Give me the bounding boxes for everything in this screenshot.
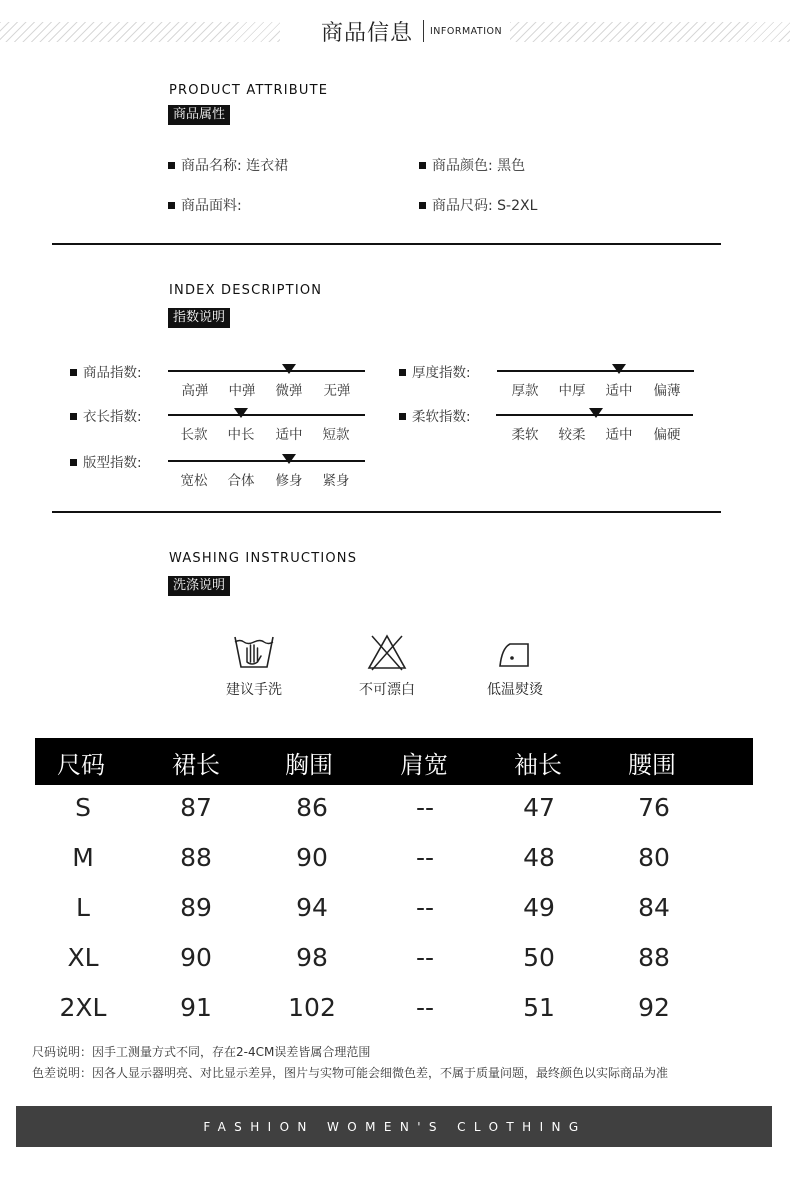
footer-text: FASHION WOMEN'S CLOTHING bbox=[203, 1120, 587, 1134]
size-table-cell: 98 bbox=[296, 943, 328, 972]
index-option: 合体 bbox=[227, 473, 255, 489]
size-table-cell: 90 bbox=[296, 843, 328, 872]
size-table-cell: -- bbox=[415, 793, 435, 822]
index-option: 适中 bbox=[605, 383, 633, 399]
bullet-icon bbox=[70, 369, 77, 376]
section-divider bbox=[52, 243, 721, 245]
index-option: 高弹 bbox=[181, 383, 209, 399]
size-table-header-cell: 袖长 bbox=[514, 751, 562, 779]
attribute-color: 商品颜色: 黑色 bbox=[419, 155, 525, 175]
size-table-cell: M bbox=[72, 843, 94, 872]
index-option: 柔软 bbox=[511, 427, 539, 443]
index-scale-line bbox=[168, 370, 365, 372]
size-table-cell: 90 bbox=[180, 943, 212, 972]
size-table-header-cell: 尺码 bbox=[57, 751, 105, 779]
size-table-cell: 50 bbox=[523, 943, 555, 972]
header-hatch-right bbox=[510, 22, 790, 42]
index-title-cn: 指数说明 bbox=[168, 308, 230, 328]
index-marker-icon bbox=[282, 364, 296, 374]
index-label: 柔软指数: bbox=[399, 405, 471, 425]
index-option: 短款 bbox=[322, 427, 350, 443]
index-option: 中弹 bbox=[228, 383, 256, 399]
bullet-icon bbox=[399, 369, 406, 376]
index-marker-icon bbox=[234, 408, 248, 418]
hand-wash-icon bbox=[233, 634, 275, 670]
index-marker-icon bbox=[589, 408, 603, 418]
low-iron-icon bbox=[496, 638, 534, 670]
attribute-fabric: 商品面料: bbox=[168, 195, 242, 215]
size-table-cell: 94 bbox=[296, 893, 328, 922]
size-table-header-cell: 胸围 bbox=[285, 751, 333, 779]
size-table-cell: XL bbox=[67, 943, 99, 972]
attribute-size: 商品尺码: S-2XL bbox=[419, 195, 537, 215]
attributes-title-en: PRODUCT ATTRIBUTE bbox=[169, 83, 329, 98]
washing-title-cn: 洗涤说明 bbox=[168, 576, 230, 596]
bullet-icon bbox=[399, 413, 406, 420]
bullet-icon bbox=[168, 202, 175, 209]
index-option: 修身 bbox=[275, 473, 303, 489]
header-separator bbox=[423, 20, 424, 42]
size-table-cell: 91 bbox=[180, 993, 212, 1022]
wash-label-no-bleach: 不可漂白 bbox=[359, 682, 415, 698]
index-option: 中长 bbox=[227, 427, 255, 443]
size-table-cell: 80 bbox=[638, 843, 670, 872]
size-table-cell: 51 bbox=[523, 993, 555, 1022]
size-table-cell: 2XL bbox=[59, 993, 107, 1022]
no-bleach-icon bbox=[366, 632, 408, 672]
index-scale-line bbox=[497, 370, 694, 372]
index-option: 适中 bbox=[605, 427, 633, 443]
size-table-cell: 88 bbox=[638, 943, 670, 972]
size-table-cell: 88 bbox=[180, 843, 212, 872]
size-table-cell: 48 bbox=[523, 843, 555, 872]
bullet-icon bbox=[419, 162, 426, 169]
index-option: 宽松 bbox=[180, 473, 208, 489]
size-table-cell: 47 bbox=[523, 793, 555, 822]
washing-title-en: WASHING INSTRUCTIONS bbox=[169, 551, 358, 566]
size-table-cell: -- bbox=[415, 843, 435, 872]
index-option: 无弹 bbox=[323, 383, 351, 399]
size-note: 尺码说明：因手工测量方式不同，存在2-4CM误差皆属合理范围 bbox=[32, 1045, 371, 1059]
size-table-cell: 86 bbox=[296, 793, 328, 822]
index-option: 厚款 bbox=[511, 383, 539, 399]
size-table-cell: -- bbox=[415, 893, 435, 922]
size-table-cell: 92 bbox=[638, 993, 670, 1022]
size-table-cell: 76 bbox=[638, 793, 670, 822]
size-table-header-cell: 腰围 bbox=[628, 751, 676, 779]
wash-label-hand: 建议手洗 bbox=[226, 682, 282, 698]
index-label: 商品指数: bbox=[70, 361, 142, 381]
bullet-icon bbox=[168, 162, 175, 169]
index-option: 微弹 bbox=[275, 383, 303, 399]
size-table-cell: 84 bbox=[638, 893, 670, 922]
color-note: 色差说明：因各人显示器明亮、对比显示差异，图片与实物可能会细微色差，不属于质量问题，最终颜色以实际商品为准 bbox=[32, 1066, 669, 1080]
index-option: 较柔 bbox=[558, 427, 586, 443]
index-option: 紧身 bbox=[322, 473, 350, 489]
index-option: 中厚 bbox=[558, 383, 586, 399]
index-scale-line bbox=[168, 414, 365, 416]
index-option: 偏薄 bbox=[653, 383, 681, 399]
size-table-cell: 87 bbox=[180, 793, 212, 822]
size-table-cell: S bbox=[75, 793, 91, 822]
index-label: 厚度指数: bbox=[399, 361, 471, 381]
attribute-name: 商品名称: 连衣裙 bbox=[168, 155, 288, 175]
section-divider bbox=[52, 511, 721, 513]
bullet-icon bbox=[70, 459, 77, 466]
index-title-en: INDEX DESCRIPTION bbox=[169, 283, 323, 298]
index-label: 衣长指数: bbox=[70, 405, 142, 425]
index-option: 适中 bbox=[275, 427, 303, 443]
size-table-cell: 89 bbox=[180, 893, 212, 922]
size-table-header-cell: 肩宽 bbox=[400, 751, 448, 779]
index-option: 长款 bbox=[180, 427, 208, 443]
section-title: 商品信息 bbox=[321, 21, 414, 46]
size-table-cell: -- bbox=[415, 943, 435, 972]
index-marker-icon bbox=[612, 364, 626, 374]
bullet-icon bbox=[70, 413, 77, 420]
size-table-cell: 102 bbox=[288, 993, 336, 1022]
index-option: 偏硬 bbox=[653, 427, 681, 443]
index-label: 版型指数: bbox=[70, 451, 142, 471]
size-table-cell: L bbox=[76, 893, 90, 922]
wash-label-iron: 低温熨烫 bbox=[487, 682, 543, 698]
bullet-icon bbox=[419, 202, 426, 209]
size-table-cell: -- bbox=[415, 993, 435, 1022]
index-marker-icon bbox=[282, 454, 296, 464]
section-subtitle: INFORMATION bbox=[430, 26, 503, 37]
size-table-header-cell: 裙长 bbox=[172, 751, 220, 779]
header-hatch-left bbox=[0, 22, 280, 42]
attributes-title-cn: 商品属性 bbox=[168, 105, 230, 125]
index-scale-line bbox=[168, 460, 365, 462]
size-table-cell: 49 bbox=[523, 893, 555, 922]
